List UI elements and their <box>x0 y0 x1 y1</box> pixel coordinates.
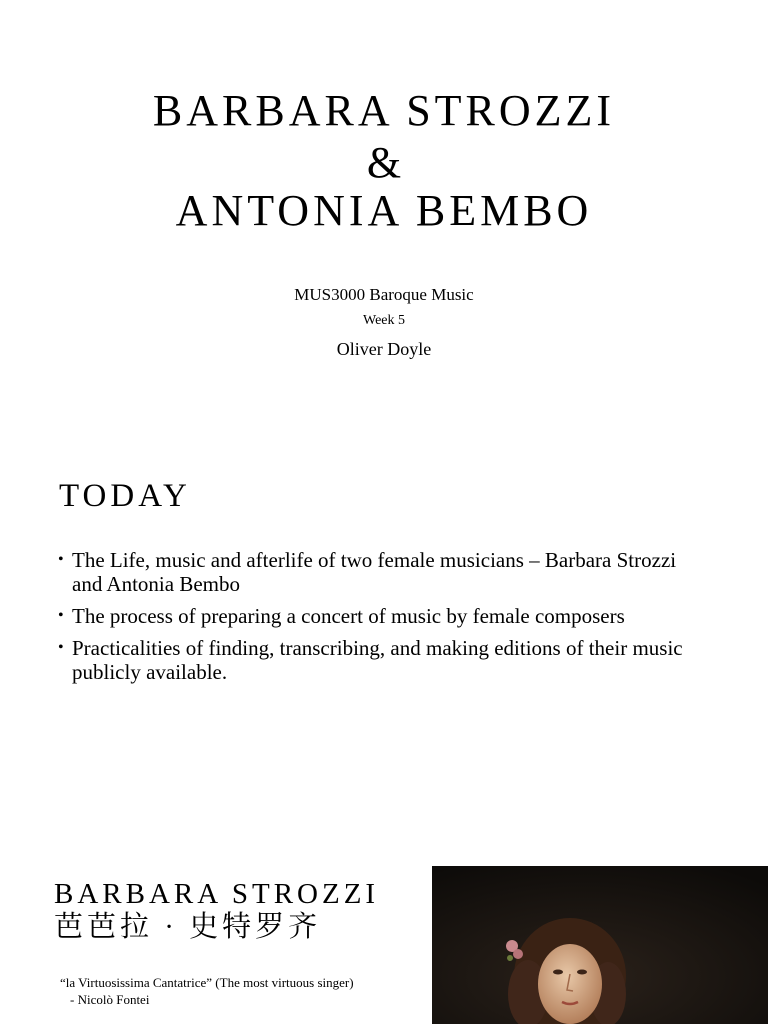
quote-text: “la Virtuosissima Cantatrice” (The most virtuous singer) <box>60 975 354 990</box>
bullet-item <box>58 548 698 596</box>
bullet-text: The Life, music and afterlife of two female musicians – Barbara Strozzi and Antonia Bembo <box>72 548 677 596</box>
portrait-flower-2 <box>513 949 523 959</box>
quote-author: - Nicolò Fontei <box>70 992 150 1007</box>
strozzi-heading: BARBARA STROZZI 芭芭拉 · 史特罗齐 <box>54 878 380 943</box>
portrait-eye-right <box>577 970 587 975</box>
title-slide <box>0 0 768 440</box>
title-line-2: & <box>366 138 402 187</box>
title-line-1: BARBARA STROZZI <box>152 86 616 135</box>
portrait-flower-3 <box>507 955 513 961</box>
bullet-dot: • <box>58 607 64 624</box>
course-name: MUS3000 Baroque Music <box>294 285 474 304</box>
today-heading: TODAY <box>59 478 191 514</box>
bullet-text: The process of preparing a concert of music by female composers <box>72 604 625 628</box>
author-name: Oliver Doyle <box>336 339 432 359</box>
bullet-list <box>58 548 698 692</box>
bullet-dot: • <box>58 639 64 656</box>
title-line-3: ANTONIA BEMBO <box>175 186 593 235</box>
portrait-eye-left <box>553 970 563 975</box>
today-slide <box>0 440 768 860</box>
portrait-image <box>432 866 768 1024</box>
bullet-dot: • <box>58 551 64 568</box>
bullet-item <box>58 604 698 628</box>
portrait-face <box>538 944 602 1024</box>
bullet-item <box>58 636 698 684</box>
week-label: Week 5 <box>362 313 406 328</box>
bullet-text: Practicalities of finding, transcribing, and making editions of their music publicly available. <box>72 636 683 684</box>
strozzi-slide <box>0 866 768 1024</box>
